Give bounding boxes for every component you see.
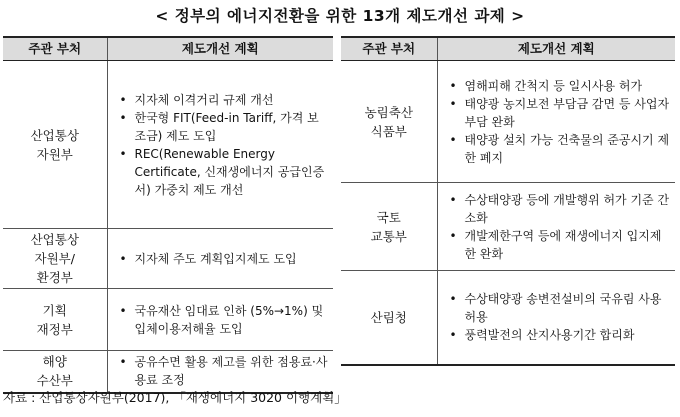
plan-item: • 염해피해 간척지 등 일시사용 허가 [450,77,672,95]
plan-item: • REC(Renewable Energy Certificate, 신재생에너지 공급인증서) 가중치 제도 개선 [120,145,330,199]
ministry-name-line: 산림청 [370,309,407,325]
plan-list [108,302,334,338]
plan-list [108,91,334,199]
ministry-name-line: 수산부 [36,373,73,389]
plan-list [438,77,676,167]
ministry-cell [341,271,437,365]
table-row [341,271,675,365]
ministry-name-line: 교통부 [370,228,407,244]
plan-item: • 수상태양광 등에 개발행위 허가 기준 간소화 [450,191,672,227]
ministry-name-line: 기획 [42,302,67,318]
plan-item: • 공유수면 활용 제고를 위한 점용료·사용료 조정 [120,353,330,389]
header-dept: 주관 부처 [341,37,437,61]
plan-item: • 국유재산 임대료 인하 (5%→1%) 및 입체이용저해율 도입 [120,302,330,338]
plan-item: • 한국형 FIT(Feed-in Tariff, 가격 보조금) 제도 도입 [120,109,330,145]
plan-item: • 수상태양광 송변전설비의 국유림 사용 허용 [450,290,672,326]
plan-cell [107,289,333,351]
plan-cell [107,61,333,229]
page-title: < 정부의 에너지전환을 위한 13개 제도개선 과제 > [155,7,525,25]
plan-cell [437,271,675,365]
plan-item: • 풍력발전의 산지사용기간 합리화 [450,326,672,344]
ministry-name-line: 국토 [376,209,401,225]
table-row [341,61,675,183]
plan-cell [107,351,333,393]
plan-item: • 지자체 주도 계획입지제도 도입 [120,250,330,268]
plan-cell [437,183,675,271]
header-plan: 제도개선 계획 [437,37,675,61]
ministry-cell [341,61,437,183]
plan-cell [107,229,333,289]
ministry-cell [3,289,107,351]
table-header-row [3,37,333,61]
ministry-name-line: 산업통상 [30,232,79,247]
header-plan: 제도개선 계획 [107,37,333,61]
plan-item: • 태양광 설치 가능 건축물의 준공시기 제한 폐지 [450,131,672,167]
ministry-name-line: 자원부/ [34,251,75,266]
table-header-row [341,37,675,61]
ministry-name-line: 환경부 [36,270,73,285]
plan-list [438,290,676,344]
ministry-cell [3,351,107,393]
ministry-name-line: 식품부 [370,123,407,139]
plan-item: • 지자체 이격거리 규제 개선 [120,91,330,109]
left-table-body [3,61,333,393]
plan-list [438,191,676,263]
table-row [3,351,333,393]
ministry-cell [3,229,107,289]
plan-list [108,250,334,268]
reform-table-left [3,36,333,394]
ministry-name-line: 재정부 [36,321,73,337]
table-row [3,61,333,229]
header-dept: 주관 부처 [3,37,107,61]
plan-list [108,353,334,389]
plan-cell [437,61,675,183]
right-table-body [341,61,675,365]
table-row [341,183,675,271]
plan-item: • 개발제한구역 등에 재생에너지 입지제한 완화 [450,227,672,263]
ministry-cell [341,183,437,271]
ministry-name-line: 농림축산 [364,104,413,120]
plan-item: • 태양광 농지보전 부담금 감면 등 사업자 부담 완화 [450,95,672,131]
ministry-name-line: 자원부 [36,146,73,162]
ministry-name-line: 해양 [42,354,67,370]
table-row [3,289,333,351]
source-note: 자료 : 산업통상자원부(2017), 「재생에너지 3020 이행계획」 [3,390,347,405]
table-row [3,229,333,289]
reform-table-right [341,36,675,366]
ministry-cell [3,61,107,229]
ministry-name-line: 산업통상 [30,127,79,143]
